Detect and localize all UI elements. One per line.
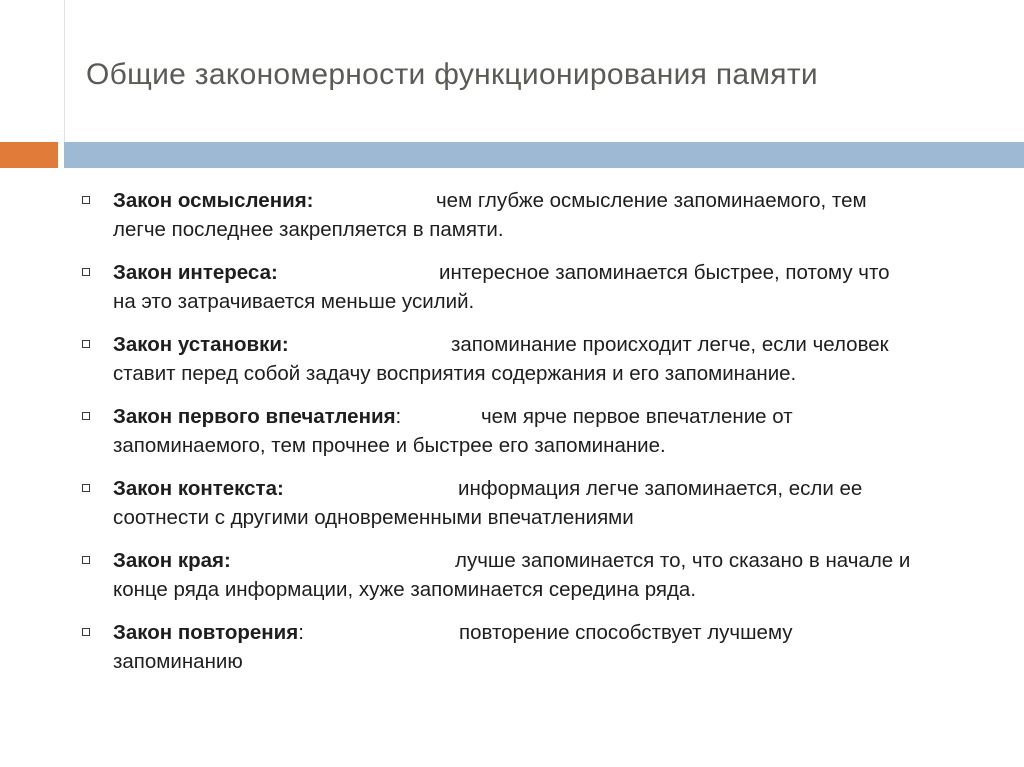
law-term: Закон контекста: <box>113 477 284 500</box>
square-bullet-icon <box>82 484 90 492</box>
law-term: Закон первого впечатления <box>113 405 396 428</box>
list-item <box>80 330 1000 388</box>
law-term: Закон осмысления: <box>113 189 314 212</box>
law-description-line1: интересное запоминается быстрее, потому что <box>439 261 890 284</box>
law-description-line1: информация легче запоминается, если ее <box>458 477 863 500</box>
law-term: Закон повторения <box>113 621 299 644</box>
title-underline-band <box>64 142 1024 168</box>
list-item <box>80 546 1000 604</box>
square-bullet-icon <box>82 412 90 420</box>
law-description-line1: запоминание происходит легче, если человек <box>451 333 889 356</box>
square-bullet-icon <box>82 268 90 276</box>
slide-title: Общие закономерности функционирования памяти <box>86 58 818 91</box>
list-item <box>80 258 1000 316</box>
law-term: Закон края: <box>113 549 231 572</box>
law-description-line2: запоминаемого, тем прочнее и быстрее его запоминание. <box>113 434 666 457</box>
laws-list <box>80 186 1000 690</box>
law-description-line1: чем глубже осмысление запоминаемого, тем <box>436 189 867 212</box>
law-description-line2: соотнести с другими одновременными впечатлениями <box>113 506 634 529</box>
square-bullet-icon <box>82 196 90 204</box>
law-term: Закон интереса: <box>113 261 278 284</box>
law-description-line2: на это затрачивается меньше усилий. <box>113 290 475 313</box>
square-bullet-icon <box>82 628 90 636</box>
law-term-suffix: : <box>298 621 304 644</box>
law-description-line2: ставит перед собой задачу восприятия содержания и его запоминание. <box>113 362 797 385</box>
law-description-line1: чем ярче первое впечатление от <box>481 405 793 428</box>
law-description-line1: повторение способствует лучшему <box>459 621 793 644</box>
square-bullet-icon <box>82 556 90 564</box>
law-description-line2: запоминанию <box>113 650 243 673</box>
left-divider-line <box>64 0 65 142</box>
list-item <box>80 474 1000 532</box>
square-bullet-icon <box>82 340 90 348</box>
law-description-line2: легче последнее закрепляется в памяти. <box>113 218 504 241</box>
law-description-line1: лучше запоминается то, что сказано в начале и <box>455 549 911 572</box>
law-term: Закон установки: <box>113 333 289 356</box>
list-item <box>80 186 1000 244</box>
accent-band <box>0 142 58 168</box>
list-item <box>80 402 1000 460</box>
law-term-suffix: : <box>395 405 402 428</box>
list-item <box>80 618 1000 676</box>
law-description-line2: конце ряда информации, хуже запоминается середина ряда. <box>113 578 697 601</box>
